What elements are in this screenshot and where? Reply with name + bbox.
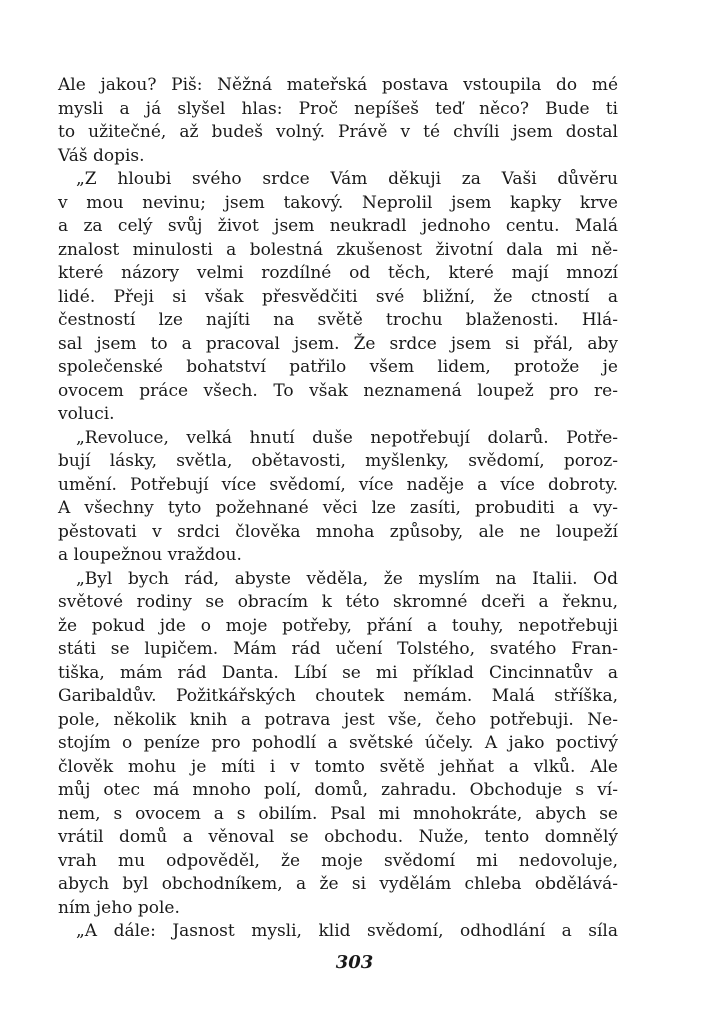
text-line: to užitečné, až budeš volný. Právě v té chvíli jsem dostal	[58, 122, 618, 142]
text-line: pole, několik knih a potrava jest vše, čeho potřebuji. Ne-	[58, 709, 618, 730]
page-body	[58, 74, 618, 944]
text-line: abych byl obchodníkem, a že si vydělám chleba obdělává-	[58, 874, 618, 894]
text-line: čestností lze najíti na světě trochu blaženosti. Hlá-	[58, 310, 618, 330]
text-line: světové rodiny se obracím k této skromné dceři a řeknu,	[58, 592, 618, 612]
text-line: „Z hloubi svého srdce Vám děkuji za Vaši důvěru	[76, 169, 618, 189]
paragraph-1	[58, 74, 618, 168]
text-line: stojím o peníze pro pohodlí a světské účely. A jako poctivý	[58, 733, 618, 753]
text-line: znalost minulosti a bolestná zkušenost životní dala mi ně-	[58, 239, 618, 260]
text-line: které názory velmi rozdílné od těch, které mají mnozí	[58, 263, 618, 283]
text-line: Garibaldův. Požitkářských choutek nemám. Malá stříška,	[58, 686, 618, 706]
text-line: v mou nevinu; jsem takový. Neprolil jsem kapky krve	[58, 192, 618, 213]
text-line: „A dále: Jasnost mysli, klid svědomí, odhodlání a síla	[76, 921, 618, 941]
text-line: ním jeho pole.	[58, 897, 180, 918]
text-line: „Byl bych rád, abyste věděla, že myslím na Italii. Od	[76, 568, 618, 589]
text-line: bují lásky, světla, obětavosti, myšlenky, svědomí, poroz-	[58, 451, 618, 471]
text-line: Váš dopis.	[58, 145, 145, 166]
text-line: pěstovati v srdci člověka mnoha způsoby, ale ne loupeží	[58, 521, 618, 542]
text-line: státi se lupičem. Mám rád učení Tolstého, svatého Fran-	[58, 639, 618, 659]
text-line: umění. Potřebují více svědomí, více naděje a více dobroty.	[58, 474, 618, 495]
text-line: vrah mu odpověděl, že moje svědomí mi nedovoluje,	[58, 850, 618, 871]
page-number: 303	[335, 952, 374, 973]
text-line: Ale jakou? Piš: Něžná mateřská postava vstoupila do mé	[58, 75, 618, 95]
text-line: lidé. Přeji si však přesvědčiti své bližní, že ctností a	[58, 286, 618, 307]
text-line: vrátil domů a věnoval se obchodu. Nuže, tento domnělý	[58, 827, 618, 847]
text-line: mysli a já slyšel hlas: Proč nepíšeš teď něco? Bude ti	[58, 98, 618, 119]
text-line: společenské bohatství patřilo všem lidem, protože je	[58, 357, 618, 377]
paragraph-3	[58, 427, 618, 568]
paragraph-2	[58, 168, 618, 427]
text-line: ovocem práce všech. To však neznamená loupež pro re-	[58, 380, 618, 401]
text-line: a loupežnou vraždou.	[58, 545, 242, 565]
paragraph-5	[58, 920, 618, 944]
text-line: „Revoluce, velká hnutí duše nepotřebují dolarů. Potře-	[76, 427, 618, 448]
text-line: nem, s ovocem a s obilím. Psal mi mnohokráte, abych se	[58, 803, 618, 824]
text-line: že pokud jde o moje potřeby, přání a touhy, nepotřebuji	[58, 615, 618, 636]
text-line: voluci.	[58, 404, 115, 424]
text-line: tiška, mám rád Danta. Líbí se mi příklad Cincinnatův a	[58, 662, 618, 683]
text-line: a za celý svůj život jsem neukradl jednoho centu. Malá	[58, 216, 618, 236]
text-line: můj otec má mnoho polí, domů, zahradu. Obchoduje s ví-	[58, 780, 618, 800]
text-line: A všechny tyto požehnané věci lze zasíti, probuditi a vy-	[58, 498, 618, 518]
paragraph-4	[58, 568, 618, 921]
text-line: člověk mohu je míti i v tomto světě jehňat a vlků. Ale	[58, 756, 618, 777]
text-line: sal jsem to a pracoval jsem. Že srdce jsem si přál, aby	[58, 333, 618, 354]
